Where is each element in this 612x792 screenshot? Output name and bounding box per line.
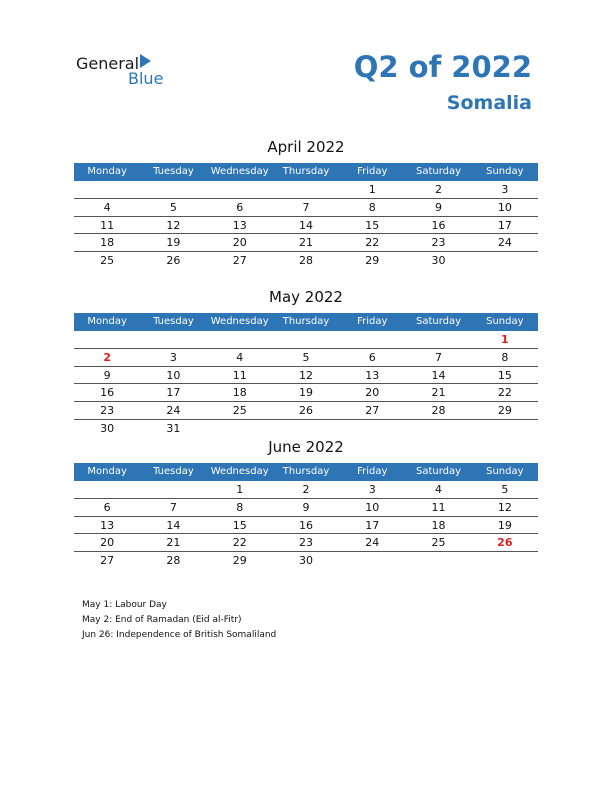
day-cell	[339, 331, 405, 348]
weekday-label: Saturday	[416, 466, 462, 477]
day-cell: 11	[232, 368, 247, 382]
weekday-label: Friday	[357, 466, 388, 477]
day-cell: 9	[435, 200, 443, 214]
day-cell: 4	[236, 350, 244, 364]
page-title: Q2 of 2022	[353, 50, 532, 84]
day-cell: 1	[368, 183, 376, 196]
week-row	[74, 349, 538, 367]
day-cell	[273, 331, 339, 348]
week-row	[74, 252, 538, 269]
general-blue-logo	[76, 54, 164, 88]
weekday-label: Thursday	[282, 316, 330, 327]
day-cell: 28	[298, 254, 313, 268]
day-cell: 5	[302, 350, 310, 364]
day-cell: 30	[100, 421, 115, 435]
weekday-header	[74, 463, 538, 481]
weekday-label: Wednesday	[210, 166, 269, 177]
weekday-label: Wednesday	[210, 466, 269, 477]
day-cell	[140, 331, 206, 348]
day-cell: 8	[236, 500, 244, 514]
day-cell: 24	[166, 404, 181, 418]
day-cell: 3	[501, 183, 509, 196]
week-row	[74, 517, 538, 535]
week-row	[74, 367, 538, 385]
month-title: May 2022	[269, 288, 343, 306]
day-cell: 7	[169, 500, 177, 514]
holiday-day-cell: 2	[103, 350, 111, 364]
day-cell: 17	[497, 218, 512, 232]
weekday-label: Thursday	[282, 466, 330, 477]
day-cell: 27	[100, 554, 115, 568]
day-cell	[74, 181, 140, 198]
day-cell	[405, 552, 471, 569]
day-cell: 23	[298, 536, 313, 550]
week-row	[74, 534, 538, 552]
day-cell	[405, 331, 471, 348]
day-cell	[273, 181, 339, 198]
day-cell: 20	[365, 386, 380, 400]
month-april	[74, 137, 538, 269]
day-cell: 18	[431, 518, 446, 532]
week-row	[74, 402, 538, 420]
week-row	[74, 181, 538, 199]
day-cell	[140, 481, 206, 498]
day-cell: 22	[497, 386, 512, 400]
day-cell: 16	[298, 518, 313, 532]
weekday-header	[74, 313, 538, 331]
day-cell: 15	[232, 518, 247, 532]
day-cell: 2	[302, 483, 310, 496]
day-cell: 26	[166, 254, 181, 268]
day-cell: 22	[365, 236, 380, 250]
day-cell: 3	[368, 483, 376, 496]
week-row	[74, 199, 538, 217]
day-cell: 18	[232, 386, 247, 400]
day-cell: 18	[100, 236, 115, 250]
day-cell: 29	[365, 254, 380, 268]
day-cell: 6	[368, 350, 376, 364]
day-cell: 15	[365, 218, 380, 232]
day-cell: 24	[365, 536, 380, 550]
day-cell: 9	[302, 500, 310, 514]
weekday-label: Monday	[87, 316, 127, 327]
month-may	[74, 287, 538, 437]
day-cell: 10	[497, 200, 512, 214]
day-cell	[405, 420, 471, 437]
day-cell: 17	[365, 518, 380, 532]
day-cell: 29	[497, 404, 512, 418]
weekday-label: Saturday	[416, 166, 462, 177]
day-cell: 27	[232, 254, 247, 268]
day-cell: 21	[298, 236, 313, 250]
weekday-label: Friday	[357, 166, 388, 177]
day-cell: 6	[236, 200, 244, 214]
day-cell: 8	[368, 200, 376, 214]
day-cell: 14	[431, 368, 446, 382]
day-cell: 19	[497, 518, 512, 532]
day-cell: 30	[298, 554, 313, 568]
day-cell: 11	[100, 218, 115, 232]
month-title: June 2022	[268, 438, 344, 456]
day-cell: 10	[166, 368, 181, 382]
day-cell: 14	[166, 518, 181, 532]
day-cell: 5	[169, 200, 177, 214]
day-cell	[207, 331, 273, 348]
day-cell: 23	[431, 236, 446, 250]
weekday-label: Sunday	[486, 316, 524, 327]
logo-blue-text: Blue	[128, 69, 164, 88]
day-cell: 4	[435, 483, 443, 496]
day-cell: 23	[100, 404, 115, 418]
weekday-label: Saturday	[416, 316, 462, 327]
week-row	[74, 420, 538, 437]
holiday-note: May 2: End of Ramadan (Eid al-Fitr)	[82, 615, 242, 625]
day-cell: 28	[431, 404, 446, 418]
day-cell: 14	[298, 218, 313, 232]
day-cell: 27	[365, 404, 380, 418]
day-cell: 20	[232, 236, 247, 250]
week-row	[74, 552, 538, 569]
day-cell: 3	[169, 350, 177, 364]
day-cell	[74, 481, 140, 498]
day-cell: 16	[100, 386, 115, 400]
day-cell	[140, 181, 206, 198]
day-cell	[273, 420, 339, 437]
day-cell: 30	[431, 254, 446, 268]
week-row	[74, 499, 538, 517]
day-cell	[472, 420, 538, 437]
day-cell: 24	[497, 236, 512, 250]
day-cell	[74, 331, 140, 348]
day-cell	[472, 252, 538, 269]
day-cell: 19	[298, 386, 313, 400]
day-cell: 7	[302, 200, 310, 214]
day-cell: 25	[100, 254, 115, 268]
weekday-label: Friday	[357, 316, 388, 327]
day-cell: 16	[431, 218, 446, 232]
day-cell: 12	[497, 500, 512, 514]
day-cell: 10	[365, 500, 380, 514]
day-cell: 21	[166, 536, 181, 550]
day-cell: 21	[431, 386, 446, 400]
day-cell	[339, 552, 405, 569]
holiday-day-cell: 1	[501, 333, 509, 346]
day-cell: 1	[236, 483, 244, 496]
day-cell: 17	[166, 386, 181, 400]
holiday-notes	[82, 598, 276, 643]
day-cell: 9	[103, 368, 111, 382]
day-cell: 31	[166, 421, 181, 435]
day-cell: 13	[232, 218, 247, 232]
holiday-note: Jun 26: Independence of British Somaliland	[82, 630, 277, 640]
day-cell: 20	[100, 536, 115, 550]
holiday-note: May 1: Labour Day	[82, 600, 167, 610]
day-cell: 19	[166, 236, 181, 250]
day-cell: 12	[166, 218, 181, 232]
day-cell	[472, 552, 538, 569]
day-cell: 13	[100, 518, 115, 532]
day-cell: 13	[365, 368, 380, 382]
logo-general-text: General	[76, 54, 140, 73]
day-cell: 12	[298, 368, 313, 382]
holiday-day-cell: 26	[497, 536, 513, 550]
weekday-label: Tuesday	[153, 466, 194, 477]
day-cell: 26	[298, 404, 313, 418]
weekday-label: Tuesday	[153, 166, 194, 177]
day-cell: 8	[501, 350, 509, 364]
weekday-label: Monday	[87, 466, 127, 477]
day-cell: 15	[497, 368, 512, 382]
day-cell: 7	[435, 350, 443, 364]
logo-triangle-icon	[140, 54, 151, 68]
day-cell: 22	[232, 536, 247, 550]
week-row	[74, 234, 538, 252]
week-row	[74, 481, 538, 499]
weekday-label: Wednesday	[210, 316, 269, 327]
day-cell: 5	[501, 483, 509, 496]
day-cell: 29	[232, 554, 247, 568]
weekday-label: Sunday	[486, 166, 524, 177]
day-cell	[339, 420, 405, 437]
week-row	[74, 331, 538, 349]
day-cell: 25	[232, 404, 247, 418]
weekday-label: Tuesday	[153, 316, 194, 327]
day-cell	[207, 181, 273, 198]
day-cell: 28	[166, 554, 181, 568]
month-title: April 2022	[267, 138, 345, 156]
weekday-header	[74, 163, 538, 181]
day-cell: 6	[103, 500, 111, 514]
day-cell	[207, 420, 273, 437]
weekday-label: Thursday	[282, 166, 330, 177]
week-row	[74, 217, 538, 235]
day-cell: 11	[431, 500, 446, 514]
country-subtitle: Somalia	[446, 92, 532, 114]
day-cell: 2	[435, 183, 443, 196]
weekday-label: Monday	[87, 166, 127, 177]
day-cell: 25	[431, 536, 446, 550]
day-cell: 4	[103, 200, 111, 214]
week-row	[74, 384, 538, 402]
month-june	[74, 437, 538, 569]
weekday-label: Sunday	[486, 466, 524, 477]
